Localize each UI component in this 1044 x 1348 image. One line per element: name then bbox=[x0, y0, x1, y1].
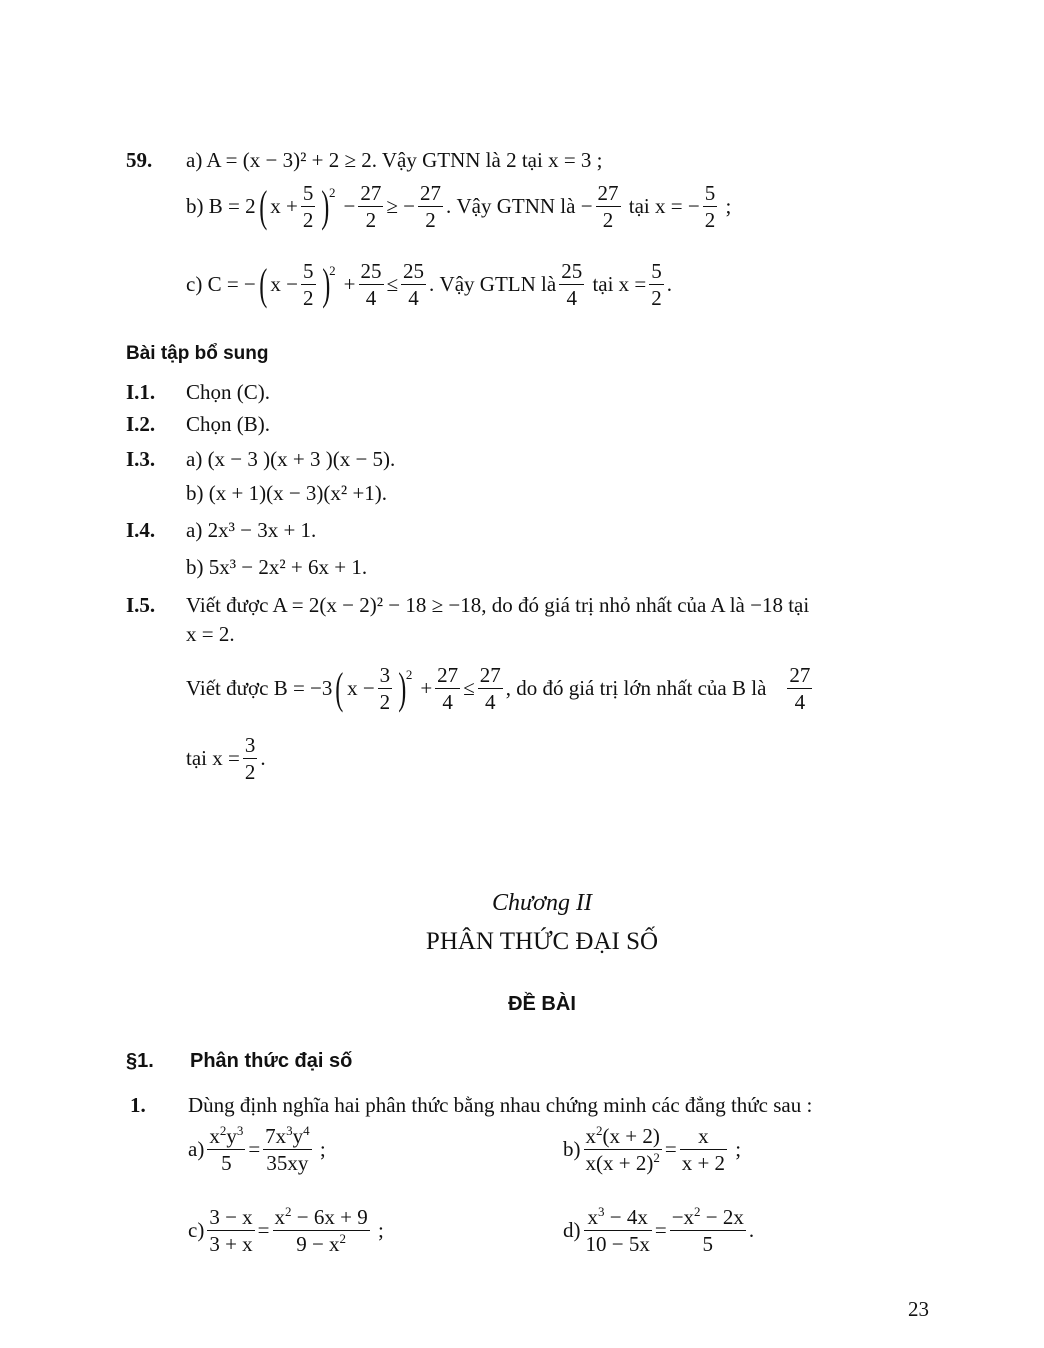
item-number: I.3. bbox=[126, 447, 156, 471]
section-1-label: §1. bbox=[126, 1050, 154, 1072]
exercise-number-1: 1. bbox=[130, 1093, 146, 1117]
item-text-second: b) 5x³ − 2x² + 6x + 1. bbox=[186, 555, 368, 579]
item-number: I.2. bbox=[126, 412, 156, 436]
item-number: I.4. bbox=[126, 518, 156, 542]
item-5-b-expression: Viết được B = −3 ( x − $\frac{3}{2}$ ) $^2$ + $\frac{27}{4}$ ≤ $\frac{27}{4}$ , do đó giá trị lớn nhất của B là $\frac{27}{4}$ bbox=[186, 663, 811, 714]
item-5-b-at: tại x = $\frac{3}{2}$ . bbox=[186, 733, 266, 784]
exercise-59-b-prefix: b) B = 2 bbox=[186, 194, 256, 218]
exercise-59-a: a) A = (x − 3)² + 2 ≥ 2. Vậy GTNN là 2 tại x = 3 ; bbox=[186, 148, 603, 172]
item-text-second: b) (x + 1)(x − 3)(x² +1). bbox=[186, 481, 388, 505]
item-number: I.5. bbox=[126, 593, 156, 617]
exercise-1-d: d) $\frac{x^3 - 4x}{10 - 5x}$ = $\frac{-x^2 - 2x}{5}$ . bbox=[563, 1204, 755, 1256]
item-5-b-conclusion: , do đó giá trị lớn nhất của B là bbox=[505, 676, 767, 700]
exercise-1-b-label: b) bbox=[563, 1137, 581, 1161]
exercise-59-c: c) C = − ( x − $\frac{5}{2}$ ) $^2$ + $\frac{25}{4}$ ≤ $\frac{25}{4}$ . Vậy GTLN là $\frac{25}{4}$ tại x = $\frac{5}{2}$ . bbox=[186, 259, 673, 310]
item-text: Chọn (B). bbox=[186, 412, 270, 436]
item-text: a) 2x³ − 3x + 1. bbox=[186, 518, 317, 542]
exercise-1-a: a) $\frac{x^2y^3}{5}$ = $\frac{7x^3y^4}{35xy}$ ; bbox=[188, 1123, 326, 1175]
item-text: Chọn (C). bbox=[186, 380, 270, 404]
exercise-1-c: c) $\frac{3 - x}{3 + x}$ = $\frac{x^2 - 6x + 9}{9 - x^2}$ ; bbox=[188, 1204, 384, 1256]
exercise-1-a-label: a) bbox=[188, 1137, 205, 1161]
chapter-title: PHÂN THỨC ĐẠI SỐ bbox=[425, 928, 659, 955]
exercise-59-b: b) B = 2 ( x + $\frac{5}{2}$ ) $^2$ − $\frac{27}{2}$ ≥ − $\frac{27}{2}$ . Vậy GTNN là − $\frac{27}{2}$ tại x = − $\frac{5}{2}$ ; bbox=[186, 181, 732, 232]
exercise-1-d-label: d) bbox=[563, 1218, 581, 1242]
exercise-1-text: Dùng định nghĩa hai phân thức bằng nhau chứng minh các đẳng thức sau : bbox=[188, 1093, 813, 1117]
exercise-59-c-prefix: c) C = − bbox=[186, 272, 256, 296]
exercise-1-b: b) $\frac{x^2(x + 2)}{x(x + 2)^2}$ = $\frac{x}{x + 2}$ ; bbox=[563, 1123, 742, 1175]
item-number: I.1. bbox=[126, 380, 156, 404]
supplement-heading: Bài tập bổ sung bbox=[126, 343, 269, 364]
page-number: 23 bbox=[908, 1297, 929, 1321]
exercise-1-c-label: c) bbox=[188, 1218, 205, 1242]
item-5-b-prefix: Viết được B = −3 bbox=[186, 676, 333, 700]
exercise-number-59: 59. bbox=[126, 148, 153, 172]
item-text: a) (x − 3 )(x + 3 )(x − 5). bbox=[186, 447, 396, 471]
chapter-label: Chương II bbox=[492, 890, 592, 916]
exercise-59-b-at: tại x = − bbox=[628, 194, 700, 218]
section-1-title: Phân thức đại số bbox=[190, 1050, 353, 1072]
section-heading: ĐỀ BÀI bbox=[508, 993, 576, 1015]
item-5-b-at-label: tại x = bbox=[186, 746, 240, 770]
exercise-59-b-conclusion: Vậy GTNN là bbox=[456, 194, 576, 218]
item-text-second: x = 2. bbox=[186, 622, 235, 646]
item-text: Viết được A = 2(x − 2)² − 18 ≥ −18, do đó giá trị nhỏ nhất của A là −18 tại bbox=[186, 593, 810, 617]
exercise-59-c-conclusion: Vậy GTLN là bbox=[439, 272, 557, 296]
exercise-59-c-at: tại x = bbox=[592, 272, 647, 296]
